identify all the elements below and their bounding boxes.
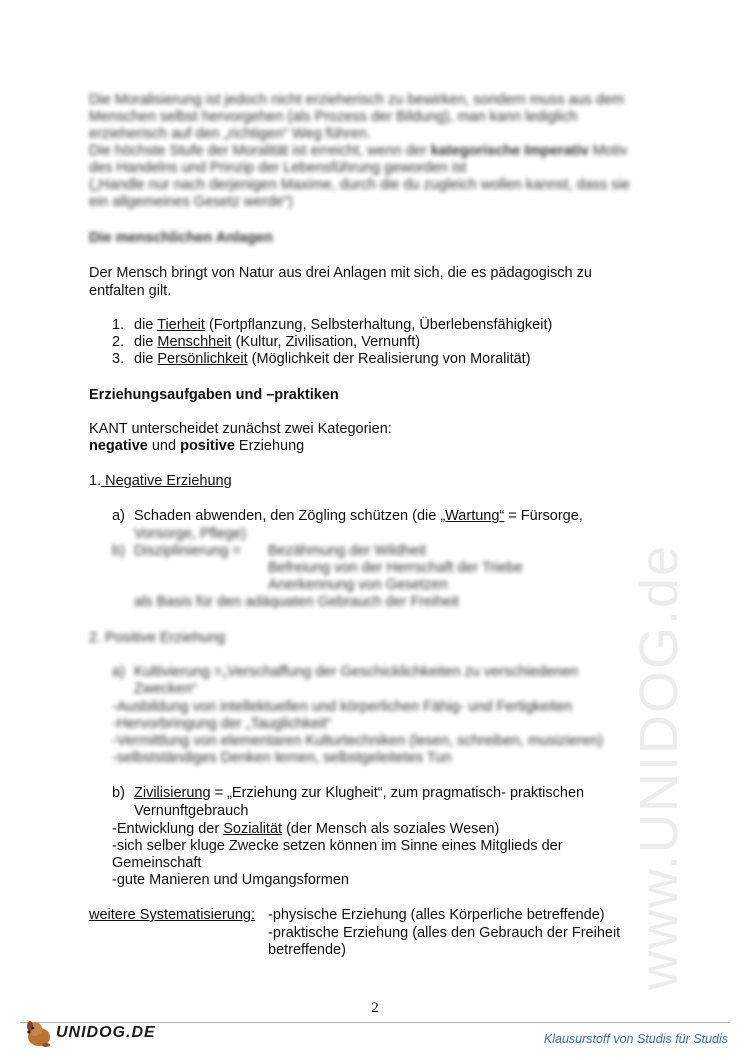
text: Zwecken“ [134,681,197,697]
text: (Kultur, Zivilisation, Vernunft) [231,334,421,350]
blurred-line: („Handle nur nach derjenigen Maxime, durch die du zugleich wollen kannst, dass sie [89,177,630,193]
item-mark: a) [112,508,125,524]
watermark: www.UNIDOG.de [629,543,689,990]
text: Disziplinierung = [134,543,241,559]
text: 1. [89,473,102,489]
blurred-line: erzieherisch auf den „richtigen“ Weg führen. [89,126,371,142]
list-item: -Hervorbringung der „Tauglichkeit“ [112,716,332,732]
text: = Fürsorge, [504,508,583,524]
list-item: Befreiung von der Herrschaft der Triebe [268,560,523,576]
term: Sozialität [223,821,283,837]
dog-icon [22,1018,56,1048]
intro-line: Der Mensch bringt von Natur aus drei Anlagen mit sich, die es pädagogisch zu [89,265,592,281]
intro-line: entfalten gilt. [89,283,172,299]
positive-heading: 2. Positive Erziehung [89,630,226,646]
term: Zivilisierung [134,785,211,801]
list-number: 3. [112,351,125,367]
text: (Möglichkeit der Realisierung von Moralität) [247,351,531,367]
blurred-line: des Handelns und Prinzip der Lebensführung geworden ist [89,160,467,176]
term: „Wartung“ [440,508,505,524]
item-mark: b) [112,785,125,801]
negative-a [112,508,583,525]
item-mark: a) [112,664,125,680]
list-item: -gute Manieren und Umgangsformen [112,872,349,888]
bold-term: kategorische Imperativ [430,143,589,159]
term: Persönlichkeit [157,351,248,367]
kant-line: KANT unterscheidet zunächst zwei Kategorien: [89,421,392,437]
blurred-heading: Die menschlichen Anlagen [89,230,273,246]
text: Schaden abwenden, den Zögling schützen (die [134,508,441,524]
blurred-line: Die Moralisierung ist jedoch nicht erzieherisch zu bewirken, sondern muss aus dem [89,92,625,108]
blurred-line: ein allgemeines Gesetz werde“) [89,194,293,210]
negative-b [112,543,241,560]
list-number: 1. [112,317,125,333]
text: (Fortpflanzung, Selbsterhaltung, Überlebensfähigkeit) [204,317,553,333]
bold-term: positive [180,438,235,454]
page-number: 2 [371,1000,379,1016]
text: = „Erziehung zur Klugheit“, zum pragmatisch- praktischen [210,785,585,801]
list-item: -sich selber kluge Zwecke setzen können im Sinne eines Mitglieds der [112,838,563,854]
list-item [112,821,499,838]
text: Vernunftgebrauch [134,803,249,819]
list-item: -selbstständiges Denken lernen, selbstgeleitetes Tun [112,750,452,766]
list-item: -praktische Erziehung (alles den Gebrauch der Freiheit [268,925,621,941]
list-item: -Vermittlung von elementaren Kulturtechniken (lesen, schreiben, musizieren) [112,733,603,749]
text: die [134,334,158,350]
term: Tierheit [157,317,205,333]
term: Menschheit [157,334,232,350]
text: Vorsorge, Pflege) [134,526,247,542]
list-item [112,351,531,368]
text: betreffende) [268,942,346,958]
bold-term: negative [89,438,148,454]
weitere-label: weitere Systematisierung: [89,907,256,923]
text: Motiv [588,143,628,159]
positive-b [112,785,584,802]
text: und [147,438,181,454]
text: (der Mensch als soziales Wesen) [282,821,500,837]
list-item: -physische Erziehung (alles Körperliche betreffende) [268,907,605,923]
text: als Basis für den adäquaten Gebrauch der Freiheit [134,594,459,610]
blurred-line: Menschen selbst hervorgehen (als Prozess der Bildung), man kann lediglich [89,109,578,125]
footer-tagline: Klausurstoff von Studis für Studis [543,1032,728,1046]
positive-a [112,664,578,681]
logo-text: UNIDOG.DE [56,1024,156,1041]
item-mark: b) [112,543,125,559]
text: die [134,351,158,367]
text: Gemeinschaft [112,855,202,871]
section-heading: Erziehungsaufgaben und –praktiken [89,387,339,403]
text: -Entwicklung der [112,821,224,837]
list-item [112,334,420,351]
blurred-line [89,143,640,160]
list-item: -Ausbildung von intellektuellen und körperlichen Fähig- und Fertigkeiten [112,699,573,715]
text: Die höchste Stufe der Moralität ist erreicht, wenn der [89,143,431,159]
logo [22,1018,156,1048]
negative-heading [89,473,640,490]
list-number: 2. [112,334,125,350]
list-item [112,317,552,334]
list-item: Anerkennung von Gesetzen [268,577,448,593]
text: Erziehung [234,438,305,454]
list-item: Bezähmung der Wildheit [268,543,426,559]
text: Kultivierung =„Verschaffung der Geschicklichkeiten zu verschiedenen [134,664,579,680]
heading-label: Negative Erziehung [101,473,232,489]
text: die [134,317,158,333]
kant-categories [89,438,640,455]
